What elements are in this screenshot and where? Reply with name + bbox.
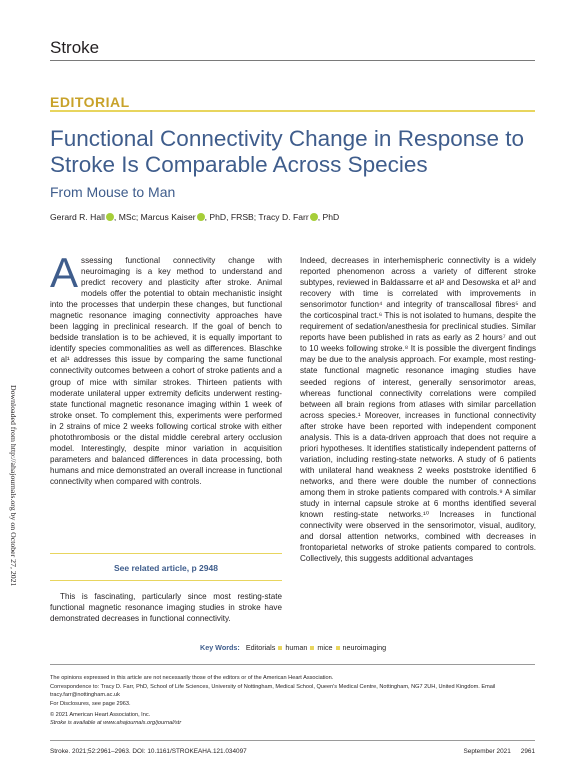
journal-name: Stroke [50,38,100,57]
keyword-separator [336,646,340,650]
footnote-availability: Stroke is available at www.ahajournals.org/journal/str [50,720,182,726]
footnote-rule [50,664,535,665]
keyword[interactable]: human [285,643,308,652]
keyword[interactable]: mice [317,643,333,652]
body-column-right [300,255,536,564]
related-rule [50,553,282,554]
body-column-left [50,249,282,487]
keyword-separator [310,646,314,650]
keywords-label: Key Words: [200,643,240,652]
body-paragraph: Indeed, decreases in interhemispheric connectivity is a widely reported phenomenon across a variety of different stroke subtypes, reviewed in Baldassarre et al² and Desowska et al³ and recovery with time is correlated with improvements in sensorimotor function⁴ and integrity of transcallosal fibres⁵ and the corticospinal tract.⁶ This is not isolated to humans, despite the requirement of sedation/anesthesia for preclinical studies. Similar reports have been published in rats as early as 2 hours⁷ and out to 10 weeks following stroke.⁸ It is possible the divergent findings may be due to the analysis approach. For example, most resting-state functional magnetic resonance imaging studies have seeded regions of interest, generally sensorimotor areas, whereas functional connectivity correlations were compiled between all brain regions from atlases with similar parcellation across species.¹ Moreover, increases in functional connectivity after stroke have been reported with independent component analysis. This is a data-driven approach that does not require a priori hypotheses. It identifies statistically independent patterns of variation, including resting-state networks. A study of 6 patients with unilateral hand weakness 2 weeks poststroke identified 6 networks, and there were double the number of connections among them in stroke patients compared with controls.⁹ A similar study in internal capsule stroke at 6 months identified several known resting-state networks.¹⁰ Increases in functional connectivity were observed in the sensorimotor, visual, auditory, and dorsal attention networks, combined with decreases in frontoparietal networks of stroke patients compared to controls. Collectively, this suggests additional advantages [300,256,536,564]
page-info [420,748,535,755]
author-name: Marcus Kaiser [140,212,196,222]
keyword[interactable]: Editorials [245,643,276,652]
author-degrees: , PhD [317,212,340,222]
download-note: Downloaded from http://ahajournals.org by on October 27, 2021 [9,385,18,587]
issue-date: September 2021 [463,748,511,755]
related-rule [50,580,282,581]
orcid-icon[interactable] [197,213,205,221]
bottom-rule [50,740,535,741]
author-degrees: , MSc; [113,212,141,222]
body-paragraph: ssessing functional connectivity change with neuroimaging is a key method to understand and predict recovery and plasticity after stroke. Animal models offer the potential to obtain mechanistic insight into the processes that underpin these changes, but functional magnetic resonance imaging connectivity approaches have been lagging in preclinical research. If the goal of bench to bedside translation is to be achieved, it is equally important to identify species commonalities as well as differences. Blaschke et al¹ addresses this issue by comparing the same functional connectivity outcomes between a cohort of stroke patients and a group of mice with similar strokes. Thirteen patients with moderate unilateral upper extremity deficits underwent resting-state functional magnetic resonance imaging within 1 week of stroke onset. To complement this, experiments were performed in 2 strains of mice 2 weeks following cortical stroke with either photothrombosis or the distal middle cerebral artery occlusion model. Interestingly, despite minor variation in acquisition parameters and balanced differences in data processing, both humans and mice demonstrated an overall increase in functional connectivity when compared with controls. [50,256,282,486]
footnote-copyright: © 2021 American Heart Association, Inc. [50,712,151,718]
keyword-separator [278,646,282,650]
footnote-disclosures: For Disclosures, see page 2963. [50,701,131,707]
author-name: Gerard R. Hall [50,212,105,222]
body-column-left-continued [50,591,282,624]
drop-cap: A [50,249,79,296]
body-paragraph: This is fascinating, particularly since most resting-state functional magnetic resonance imaging studies in stroke have demonstrated decreases in functional connectivity. [50,592,282,624]
journal-rule [50,60,535,61]
article-subtitle: From Mouse to Man [50,184,176,200]
footnote-disclaimer: The opinions expressed in this article are not necessarily those of the editors or of the American Heart Association. [50,675,334,681]
page-number: 2961 [520,748,535,755]
orcid-icon[interactable] [310,213,318,221]
author-degrees: , PhD, FRSB; [204,212,259,222]
section-rule [50,110,535,112]
author-name: Tracy D. Farr [258,212,309,222]
orcid-icon[interactable] [106,213,114,221]
article-title: Functional Connectivity Change in Response to Stroke Is Comparable Across Species [50,126,525,177]
author-list [50,212,339,222]
keywords [200,643,386,652]
related-article-link[interactable]: See related article, p 2948 [114,563,218,573]
citation-line: Stroke. 2021;52:2961–2963. DOI: 10.1161/STROKEAHA.121.034097 [50,748,247,755]
keyword[interactable]: neuroimaging [342,643,387,652]
section-label: EDITORIAL [50,94,130,110]
footnote-correspondence: Correspondence to: Tracy D. Farr, PhD, School of Life Sciences, University of Nottingham, Medical School, Queen's Medical Centre, Nottingham, NG7 2UH, United Kingdom. Email tracy.farr@nottingham.ac.uk [50,684,496,698]
